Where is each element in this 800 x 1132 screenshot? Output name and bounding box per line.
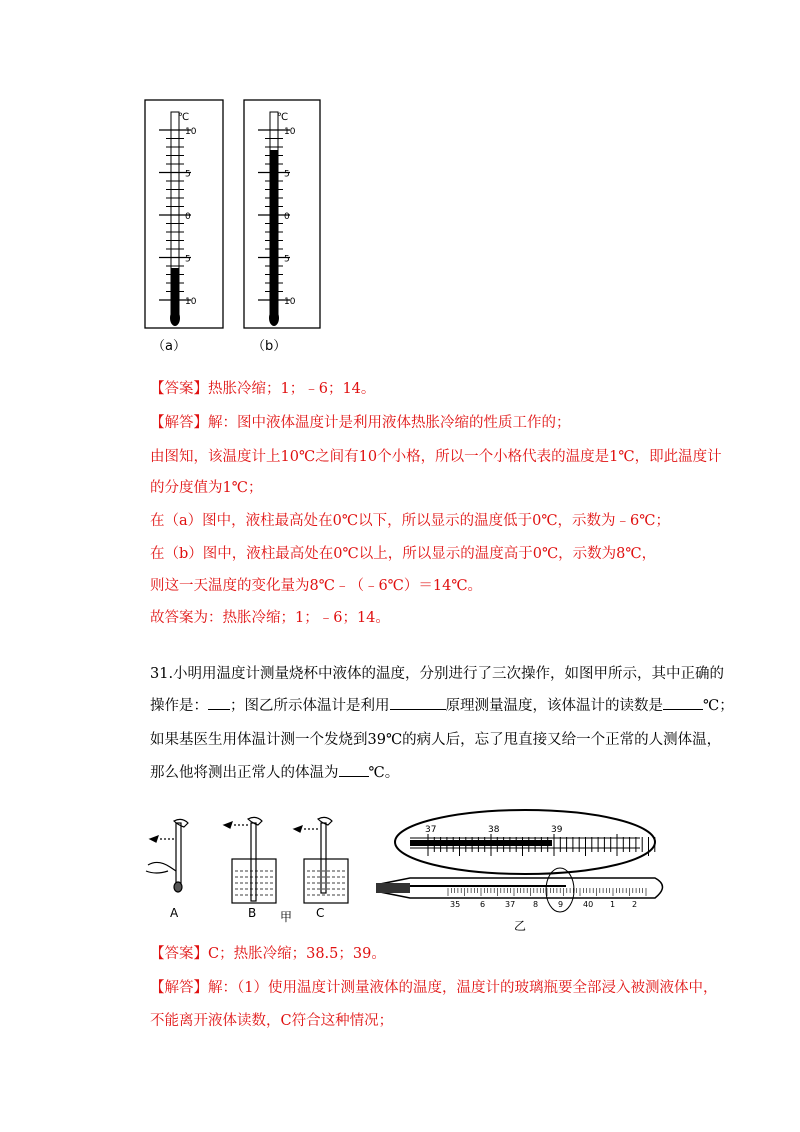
answer-tag: 【答案】 xyxy=(150,946,208,962)
thermometer-b-frame xyxy=(244,100,320,328)
scale-label: 1 xyxy=(610,900,616,909)
label-b: （b） xyxy=(252,339,287,354)
answer-text: 热胀冷缩；1；﹣6；14。 xyxy=(208,381,376,397)
label-C: C xyxy=(316,906,325,920)
thermometer-figure xyxy=(130,98,330,358)
q31-text: 原理测量温度，该体温计的读数是 xyxy=(445,698,663,714)
operation-b xyxy=(224,817,276,903)
thermometer-b-tick-label: 5 xyxy=(284,254,290,265)
unit-label-a: ℃ xyxy=(178,112,190,123)
question-31-line-1: 31.小明用温度计测量烧杯中液体的温度，分别进行了三次操作，如图甲所示，其中正确的 xyxy=(150,666,725,682)
analysis-tag: 【解答】 xyxy=(150,415,208,431)
zoom-tick-37: 37 xyxy=(425,825,437,835)
answer-1 xyxy=(150,378,375,400)
zoom-mercury xyxy=(410,840,552,846)
thermometer-a-frame xyxy=(145,100,223,328)
answer-blank-2 xyxy=(390,695,446,710)
thermometer-b-tick-label: 0 xyxy=(284,212,290,222)
analysis-1-line-6: 故答案为：热胀冷缩；1；﹣6；14。 xyxy=(150,610,390,626)
thermometer-b-tick-label: 10 xyxy=(284,127,296,137)
q31-text: ℃。 xyxy=(368,765,400,781)
thermometer-b-bulb xyxy=(269,310,279,326)
zoom-tick-38: 38 xyxy=(488,825,500,835)
analysis-1-line-2: 的分度值为1℃； xyxy=(150,480,263,496)
operation-a xyxy=(146,819,188,892)
thermometer-a-tick-label: 10 xyxy=(185,127,197,137)
label-B: B xyxy=(248,906,257,920)
analysis-1-line-5: 则这一天温度的变化量为8℃﹣（﹣6℃）＝14℃。 xyxy=(150,578,483,594)
analysis-1-line-4: 在（b）图中，液柱最高处在0℃以上，所以显示的温度高于0℃，示数为8℃， xyxy=(150,546,657,562)
question-31-line-3: 如果基医生用体温计测一个发烧到39℃的病人后，忘了甩直接又给一个正常的人测体温， xyxy=(150,732,722,748)
scale-label: 6 xyxy=(480,900,486,909)
thermometer-a-tick-label: 0 xyxy=(185,212,191,222)
analysis-2-line-0 xyxy=(150,977,717,999)
thermometer-b-tick-label: 10 xyxy=(284,297,296,307)
operation-figure-jia xyxy=(140,815,370,925)
answer-blank-3 xyxy=(663,695,703,710)
scale-label: 35 xyxy=(450,900,461,909)
scale-label: 8 xyxy=(533,900,539,909)
thermometer-b-liquid xyxy=(270,150,278,317)
q31-text: ℃； xyxy=(703,698,734,714)
scale-label: 40 xyxy=(583,900,594,909)
answer-2 xyxy=(150,943,386,965)
caption-jia: 甲 xyxy=(280,910,293,924)
operation-c xyxy=(294,817,348,903)
thermometer-body xyxy=(380,878,663,898)
thermometer-a-liquid xyxy=(171,268,179,317)
q31-text: 那么他将测出正常人的体温为 xyxy=(150,765,339,781)
answer-text: C；热胀冷缩；38.5；39。 xyxy=(208,946,386,962)
analysis-1-line-3: 在（a）图中，液柱最高处在0℃以下，所以显示的温度低于0℃，示数为﹣6℃； xyxy=(150,513,670,529)
thermometer-bulb xyxy=(376,883,410,893)
thermometer-a-bulb xyxy=(170,310,180,326)
question-31-line-2 xyxy=(150,695,734,717)
zoom-tick-39: 39 xyxy=(551,825,563,835)
analysis-1-line-0 xyxy=(150,412,571,434)
label-A: A xyxy=(170,906,179,920)
thermometer-a-tick-label: 10 xyxy=(185,297,197,307)
q31-text: ；图乙所示体温计是利用 xyxy=(230,698,390,714)
analysis-2-line-1: 不能离开液体读数，C符合这种情况； xyxy=(150,1013,394,1029)
thermometer-a-tick-label: 5 xyxy=(185,169,191,180)
analysis-1-line-1: 由图知，该温度计上10℃之间有10个小格，所以一个小格代表的温度是1℃，即此温度计 xyxy=(150,449,722,465)
analysis-tag: 【解答】 xyxy=(150,980,208,996)
scale-label: 37 xyxy=(505,900,516,909)
q31-text: 操作是： xyxy=(150,698,208,714)
caption-yi: 乙 xyxy=(514,919,527,933)
clinical-thermometer-figure-yi xyxy=(370,808,680,938)
analysis-text: 解：图中液体温度计是利用液体热胀冷缩的性质工作的； xyxy=(208,415,571,431)
thermometer-a-tick-label: 5 xyxy=(185,254,191,265)
label-a: （a） xyxy=(152,339,186,354)
scale-label: 9 xyxy=(558,900,564,909)
answer-tag: 【答案】 xyxy=(150,381,208,397)
question-31-line-4 xyxy=(150,762,399,784)
analysis-text: 解：（1）使用温度计测量液体的温度，温度计的玻璃瓶要全部浸入被测液体中， xyxy=(208,980,718,996)
unit-label-b: ℃ xyxy=(277,112,289,123)
scale-label: 2 xyxy=(632,900,638,909)
answer-blank-4 xyxy=(339,762,369,777)
answer-blank-1 xyxy=(208,695,230,710)
thermometer-b-tick-label: 5 xyxy=(284,169,290,180)
